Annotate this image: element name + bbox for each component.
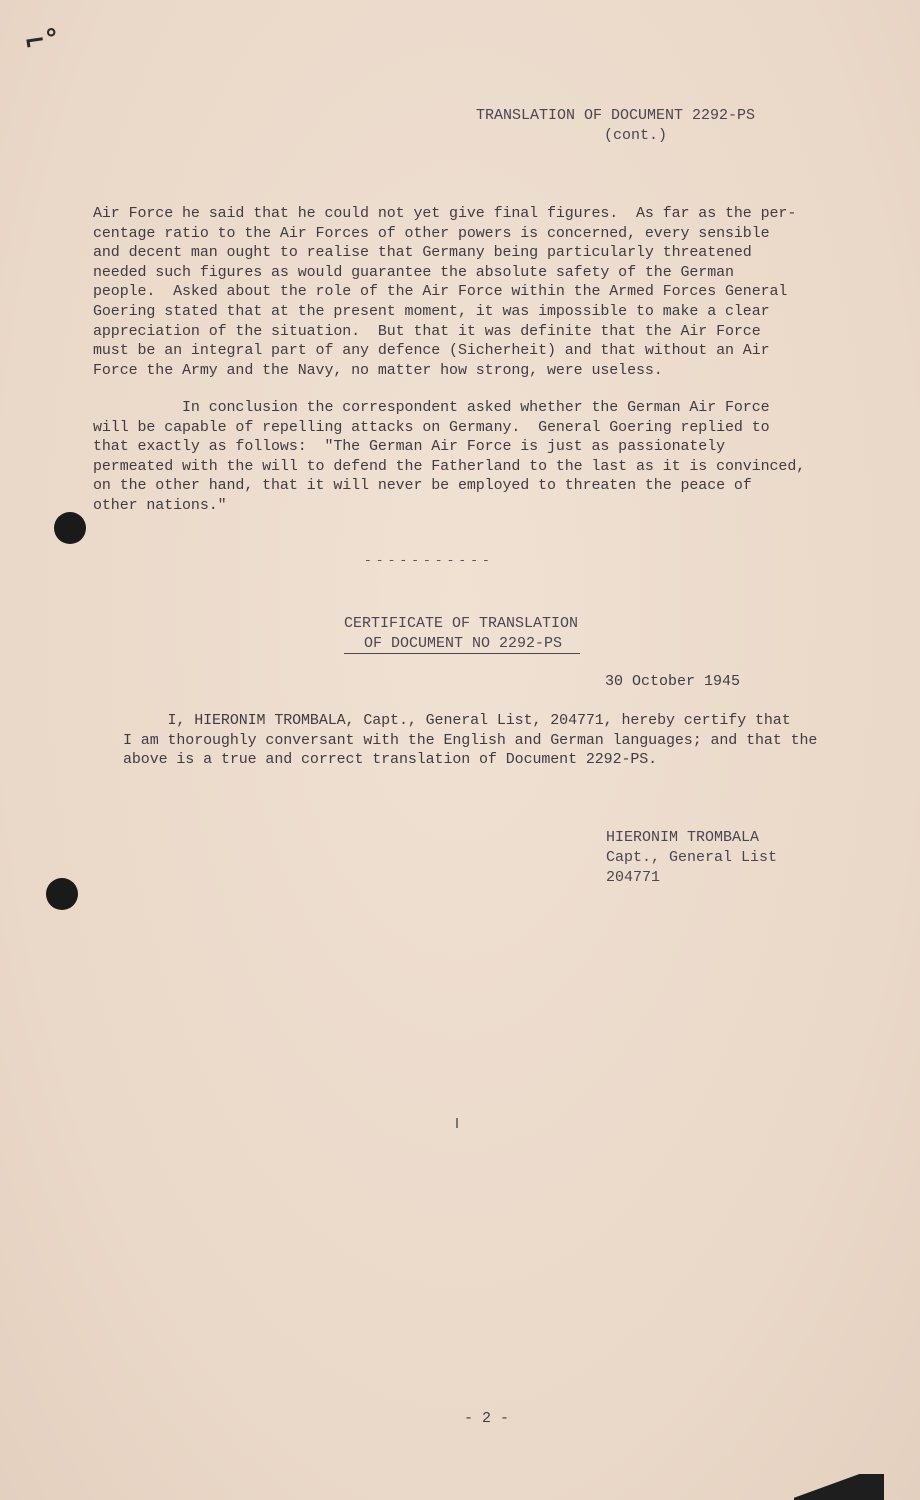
certificate-title-line-2: OF DOCUMENT NO 2292-PS: [344, 635, 580, 654]
certificate-title: [344, 614, 604, 654]
signature-number: 204771: [606, 869, 661, 886]
body-paragraph-1: Air Force he said that he could not yet give final figures. As far as the per- centage ratio to the Air Forces of other powers is concerned, every sensible and decent man ought to realise that Germany being particularly threatened needed such figures as would guarantee the absolute safety of the German people. Asked about the role of the Air Force within the Armed Forces General Goering stated that at the present moment, it was impossible to make a clear appreciation of the situation. But that it was definite that the Air Force must be an integral part of any defence (Sicherheit) and that without an Air Force the Army and the Navy, no matter how strong, were useless.: [93, 205, 797, 379]
document-header: [476, 106, 806, 146]
signature-rank: Capt., General List: [606, 849, 778, 866]
signature-block: [606, 828, 777, 888]
signature-name: HIERONIM TROMBALA: [606, 829, 760, 846]
paper-speck: [456, 1118, 458, 1128]
certificate-title-line-1: CERTIFICATE OF TRANSLATION: [344, 615, 579, 632]
punch-hole: [46, 878, 78, 910]
body-paragraph-2: In conclusion the correspondent asked whether the German Air Force will be capable of repelling attacks on Germany. General Goering replied to that exactly as follows: "The German Air Force is just as passionately permeated with the will to defend the Fatherland to the last as it is convinced, on the other hand, that it will never be employed to threaten the peace of other nations.": [93, 399, 806, 514]
certificate-statement: I, HIERONIM TROMBALA, Capt., General List, 204771, hereby certify that I am thoroughly conversant with the English and German languages; and that the above is a true and correct translation of Document 2292-PS.: [123, 712, 818, 769]
certificate-date: 30 October 1945: [605, 673, 741, 690]
scan-shadow: [794, 1474, 884, 1500]
section-divider: -----------: [364, 553, 494, 568]
punch-hole: [54, 512, 86, 544]
page-number: - 2 -: [464, 1410, 510, 1427]
handwritten-corner-mark: ⌐°: [22, 23, 61, 59]
header-continued: (cont.): [604, 127, 668, 144]
header-title: TRANSLATION OF DOCUMENT 2292-PS: [476, 107, 756, 124]
